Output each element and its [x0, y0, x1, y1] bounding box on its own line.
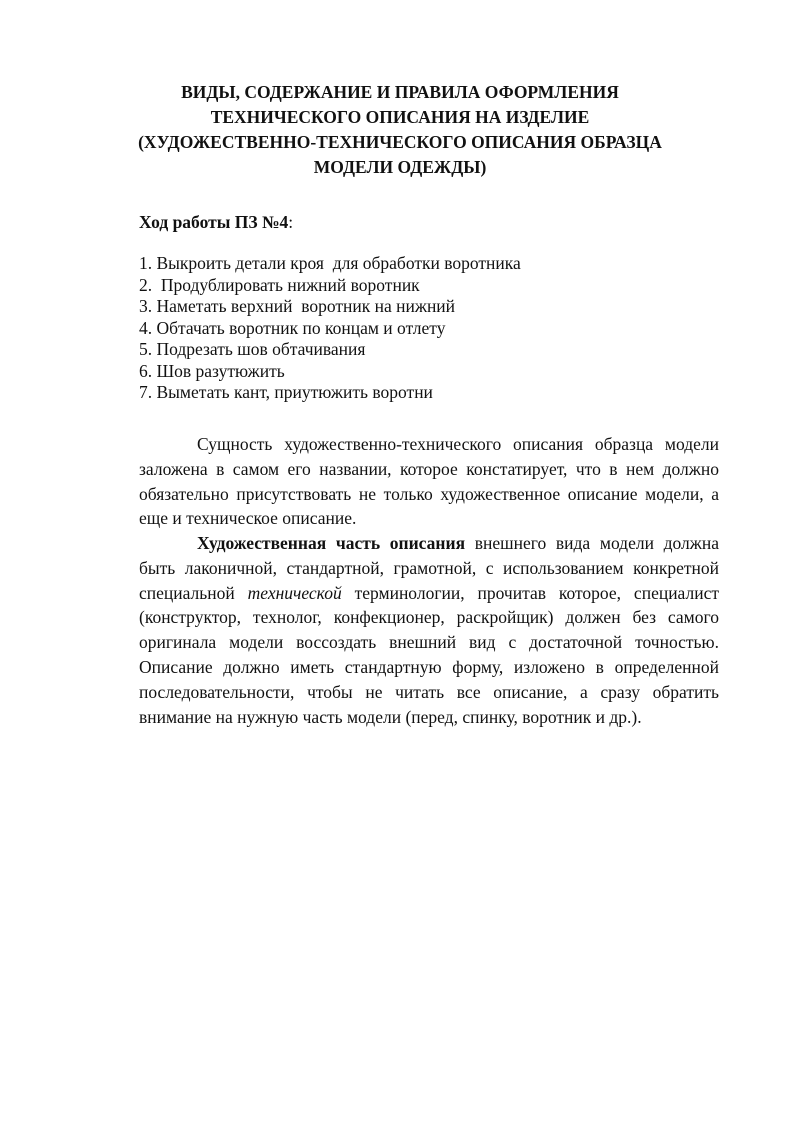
paragraph-1-text: Сущность художественно-технического описания образца модели заложена в самом его названии, которое констатирует, что в нем должно обязательно присутствовать не только художественное описание модели, а еще и техническое описание.: [139, 434, 719, 529]
work-heading-label: Ход работы ПЗ №4: [139, 212, 289, 232]
work-step: 2. Продублировать нижний воротник: [139, 274, 420, 295]
body-paragraph-2: [139, 531, 719, 729]
paragraph-2-text-b: терминологии, прочитав которое, специалист (конструктор, технолог, конфекционер, раскройщик) должен без самого оригинала модели воссоздать внешний вид с достаточной точностью. Описание должно иметь стандартную форму, изложено в определенной последовательности, чтобы не читать все описание, а сразу обратить внимание на нужную часть модели (перед, спинку, воротник и др.).: [139, 582, 719, 727]
body-paragraph-1: [139, 432, 719, 531]
work-step: 3. Наметать верхний воротник на нижний: [139, 296, 456, 316]
work-steps-list: [139, 253, 521, 404]
work-step: 5. Подрезать шов обтачивания: [139, 339, 366, 359]
work-heading: [139, 210, 293, 234]
paragraph-2-italic-term: технической: [247, 582, 342, 603]
work-step: 4. Обтачать воротник по концам и отлету: [139, 317, 446, 338]
paragraph-2-text-a: внешнего вида модели должна быть лаконичной, стандартной, грамотной, с использованием конкретной специальной: [139, 533, 720, 603]
work-heading-colon: :: [288, 212, 294, 232]
document-title: [100, 80, 700, 180]
title-line: ТЕХНИЧЕСКОГО ОПИСАНИЯ НА ИЗДЕЛИЕ: [210, 107, 590, 127]
title-line: (ХУДОЖЕСТВЕННО-ТЕХНИЧЕСКОГО ОПИСАНИЯ ОБРАЗЦА: [138, 132, 662, 152]
title-line: ВИДЫ, СОДЕРЖАНИЕ И ПРАВИЛА ОФОРМЛЕНИЯ: [181, 82, 619, 102]
paragraph-2-bold-lead: Художественная часть описания: [197, 533, 466, 553]
work-step: 1. Выкроить детали кроя для обработки воротника: [139, 253, 521, 273]
work-step: 7. Выметать кант, приутюжить воротни: [139, 382, 433, 402]
title-line: МОДЕЛИ ОДЕЖДЫ): [313, 157, 487, 177]
work-step: 6. Шов разутюжить: [139, 360, 285, 381]
